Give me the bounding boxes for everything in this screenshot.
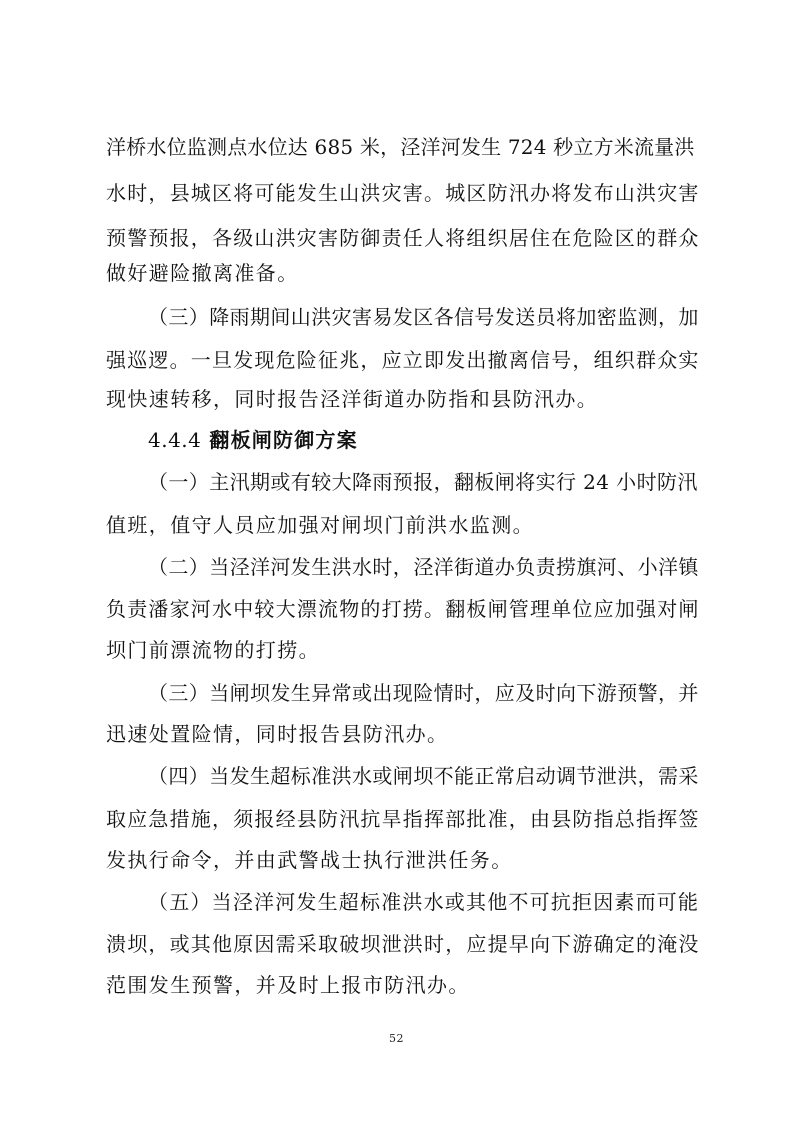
page-number: 52 — [389, 1032, 404, 1045]
section-heading — [148, 428, 358, 452]
paragraph-line: 预警预报，各级山洪灾害防御责任人将组织居住在危险区的群众 — [106, 226, 700, 250]
paragraph-line: 溃坝，或其他原因需采取破坝泄洪时，应提早向下游确定的淹没 — [106, 932, 700, 956]
paragraph-line: 洋桥水位监测点水位达 685 米，泾洋河发生 724 秒立方米流量洪 — [106, 135, 695, 159]
section-number: 4.4.4 — [148, 428, 202, 452]
paragraph-line: （四）当发生超标准洪水或闸坝不能正常启动调节泄洪，需采 — [148, 764, 699, 788]
paragraph-line: （五）当泾洋河发生超标准洪水或其他不可抗拒因素而可能 — [148, 890, 700, 914]
paragraph-line: 值班，值守人员应加强对闸坝门前洪水监测。 — [106, 513, 534, 537]
paragraph-line: 坝门前漂流物的打捞。 — [106, 638, 320, 662]
paragraph-line: 发执行命令，并由武警战士执行泄洪任务。 — [106, 848, 513, 872]
paragraph-line: 做好避险撤离准备。 — [106, 261, 299, 285]
paragraph-line: 取应急措施，须报经县防汛抗旱指挥部批准，由县防指总指挥签 — [106, 807, 700, 831]
paragraph-line: 水时，县城区将可能发生山洪灾害。城区防汛办将发布山洪灾害 — [106, 181, 700, 205]
paragraph-line: 强巡逻。一旦发现危险征兆，应立即发出撤离信号，组织群众实 — [106, 348, 700, 372]
paragraph-line: 迅速处置险情，同时报告县防汛办。 — [106, 722, 449, 746]
paragraph-line: 现快速转移，同时报告泾洋街道办防指和县防汛办。 — [106, 387, 599, 411]
paragraph-line: （二）当泾洋河发生洪水时，泾洋街道办负责捞旗河、小洋镇 — [148, 555, 699, 579]
paragraph-line: 范围发生预警，并及时上报市防汛办。 — [106, 973, 470, 997]
paragraph-line: （一）主汛期或有较大降雨预报，翻板闸将实行 24 小时防汛 — [148, 470, 698, 494]
paragraph-line: （三）降雨期间山洪灾害易发区各信号发送员将加密监测，加 — [148, 305, 699, 329]
paragraph-line: （三）当闸坝发生异常或出现险情时，应及时向下游预警，并 — [148, 681, 699, 705]
section-title: 翻板闸防御方案 — [209, 428, 358, 452]
paragraph-line: 负责潘家河水中较大漂流物的打捞。翻板闸管理单位应加强对闸 — [106, 597, 700, 621]
